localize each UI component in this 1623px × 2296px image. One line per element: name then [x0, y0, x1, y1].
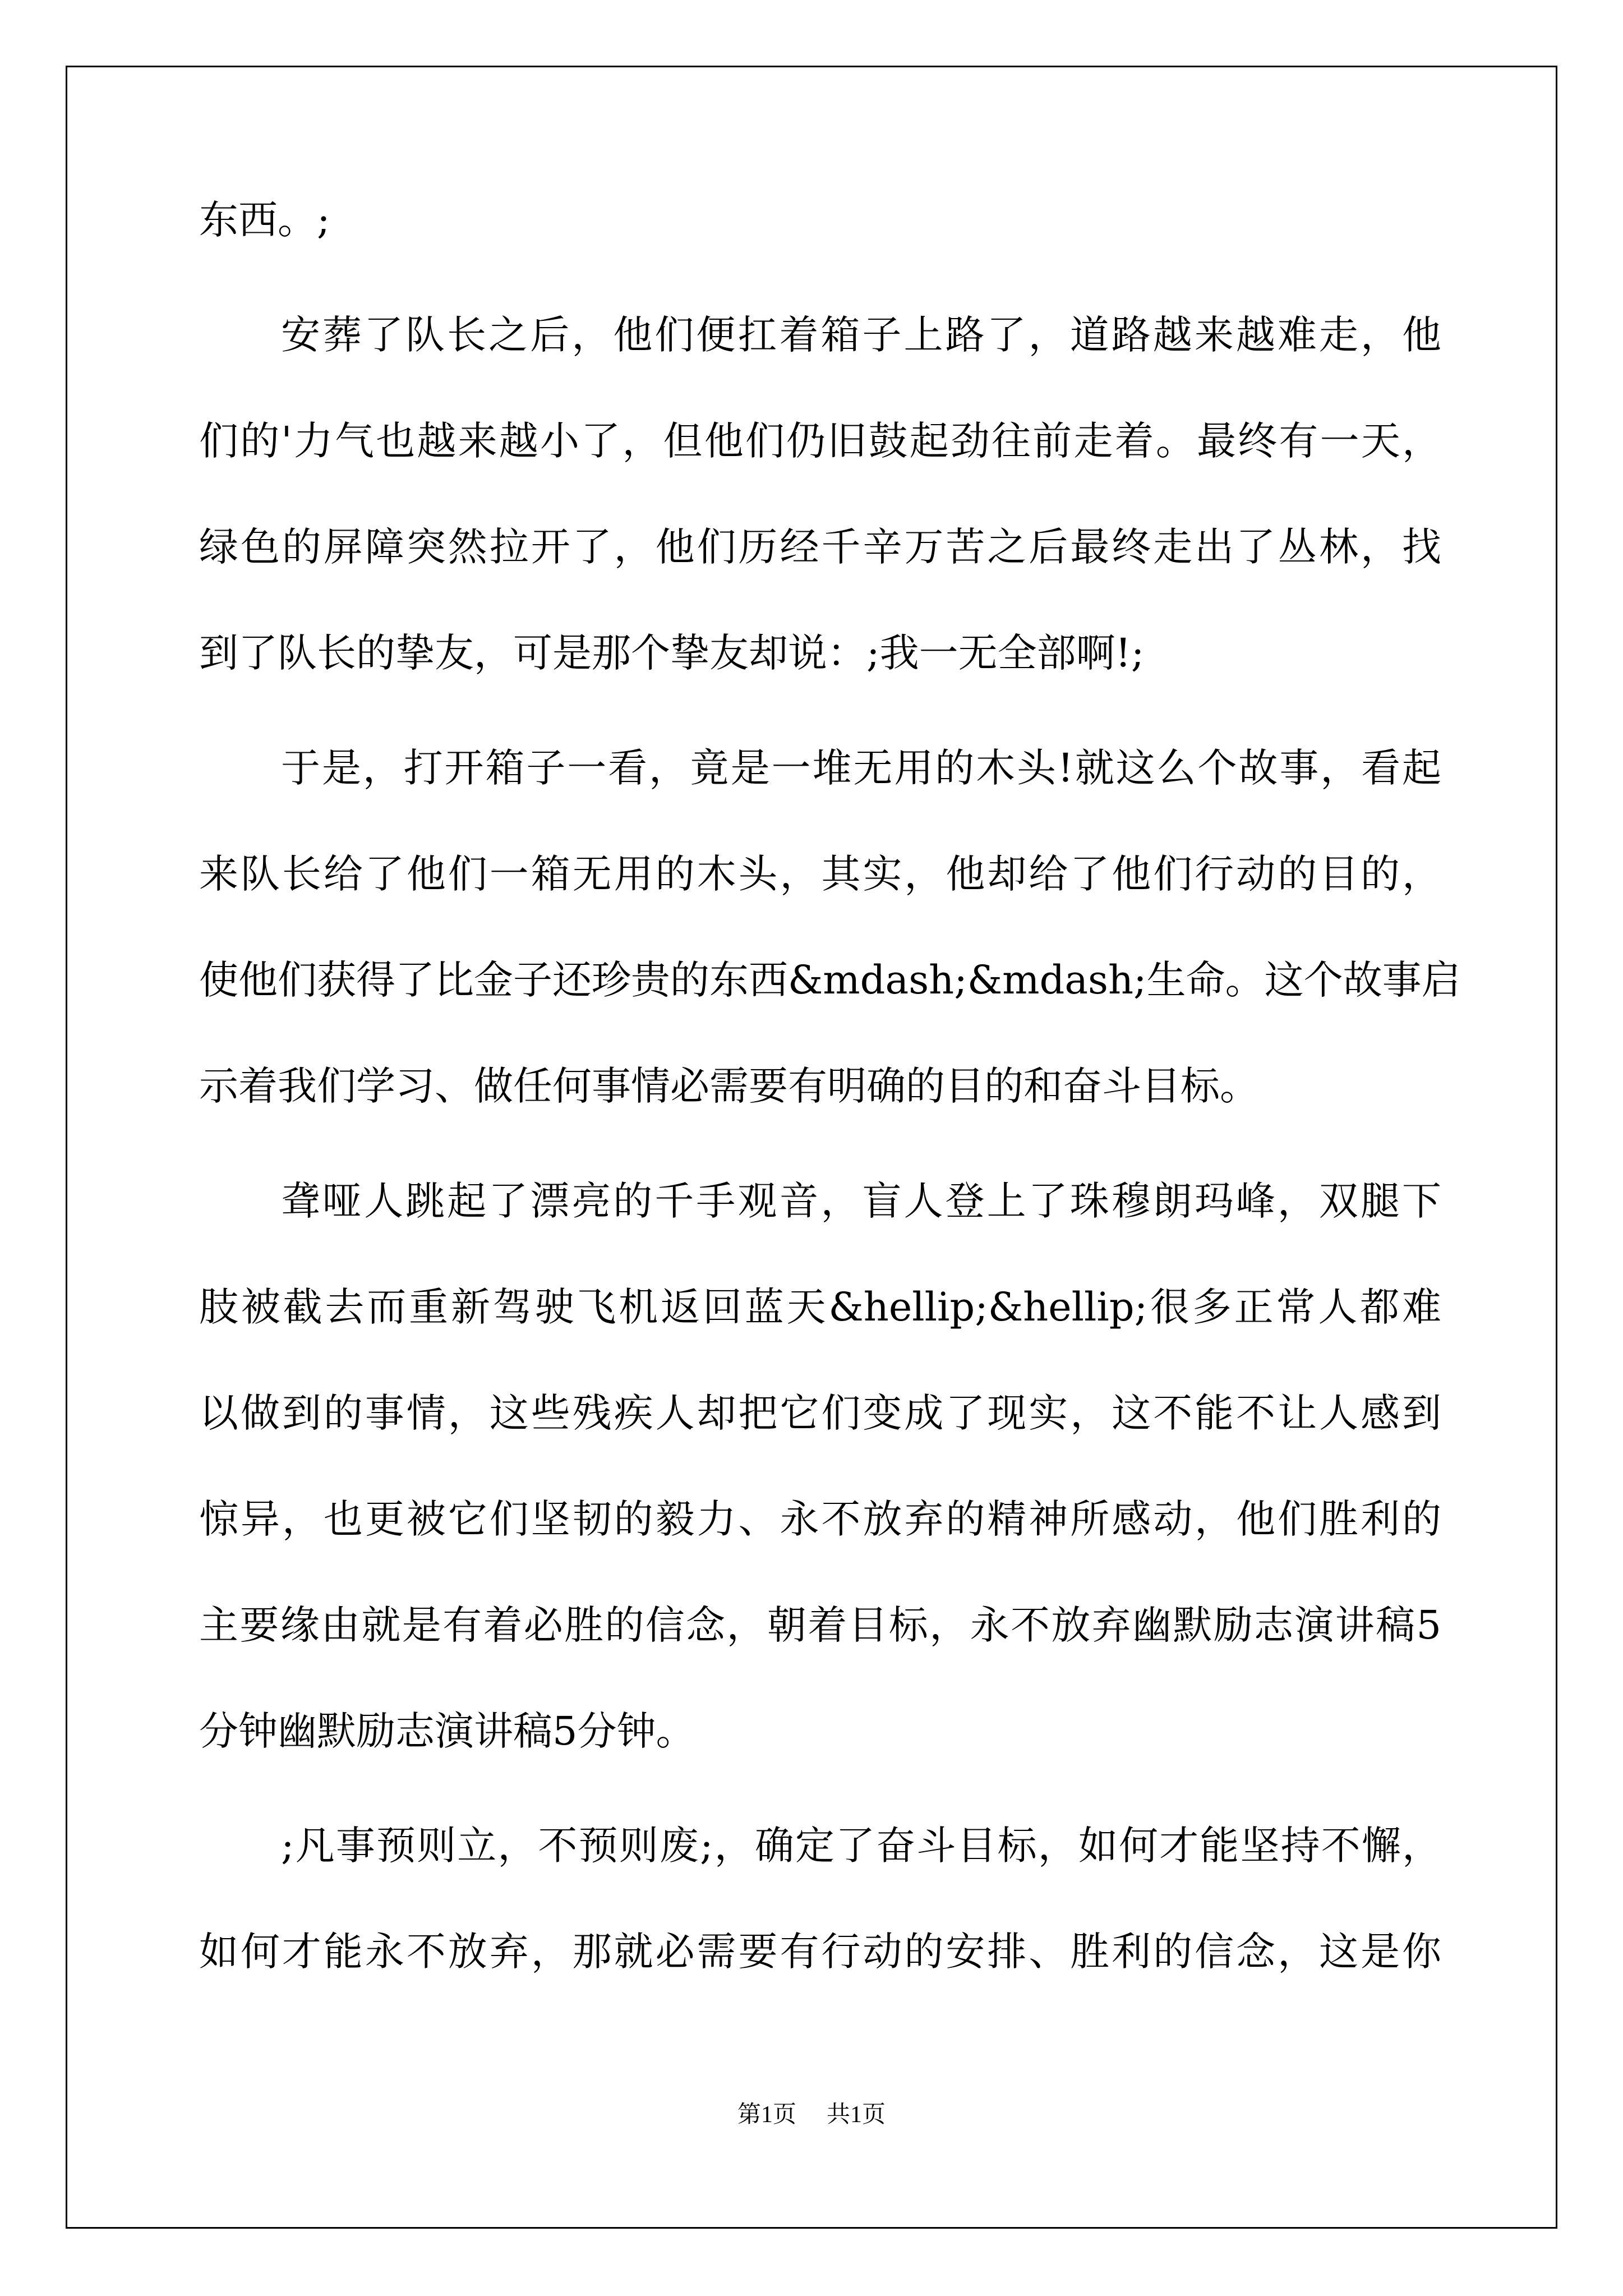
text-line: 以做到的事情，这些残疾人却把它们变成了现实，这不能不让人感到 [199, 1390, 1441, 1436]
text-line: 分钟幽默励志演讲稿5分钟。 [199, 1708, 695, 1754]
page-total: 共1页 [827, 2102, 886, 2128]
text-line: 聋哑人跳起了漂亮的千手观音，盲人登上了珠穆朗玛峰，双腿下 [281, 1178, 1441, 1224]
text-line: 主要缘由就是有着必胜的信念，朝着目标，永不放弃幽默励志演讲稿5 [199, 1602, 1441, 1648]
text-line: 们的'力气也越来越小了，但他们仍旧鼓起劲往前走着。最终有一天， [199, 418, 1441, 464]
page-footer [0, 2096, 1623, 2129]
text-line: 绿色的屏障突然拉开了，他们历经千辛万苦之后最终走出了丛林，找 [199, 524, 1441, 570]
text-line: 安葬了队长之后，他们便扛着箱子上路了，道路越来越难走，他 [281, 312, 1441, 358]
page-number: 第1页 [737, 2102, 796, 2128]
text-line: 于是，打开箱子一看，竟是一堆无用的木头!就这么个故事，看起 [281, 745, 1441, 791]
text-line: 来队长给了他们一箱无用的木头，其实，他却给了他们行动的目的， [199, 851, 1441, 897]
text-line: 到了队长的挚友，可是那个挚友却说：;我一无全部啊!; [199, 630, 1145, 676]
page-border [66, 66, 1557, 2229]
text-line: 肢被截去而重新驾驶飞机返回蓝天&hellip;&hellip;很多正常人都难 [199, 1284, 1441, 1330]
text-line: 惊异，也更被它们坚韧的毅力、永不放弃的精神所感动，他们胜利的 [199, 1496, 1441, 1542]
text-line: 东西。; [199, 197, 330, 243]
text-line: 示着我们学习、做任何事情必需要有明确的目的和奋斗目标。 [199, 1063, 1259, 1109]
text-line: 如何才能永不放弃，那就必需要有行动的安排、胜利的信念，这是你 [199, 1929, 1441, 1975]
text-line: 使他们获得了比金子还珍贵的东西&mdash;&mdash;生命。这个故事启 [199, 957, 1461, 1003]
text-line: ;凡事预则立，不预则废;，确定了奋斗目标，如何才能坚持不懈， [281, 1823, 1441, 1869]
